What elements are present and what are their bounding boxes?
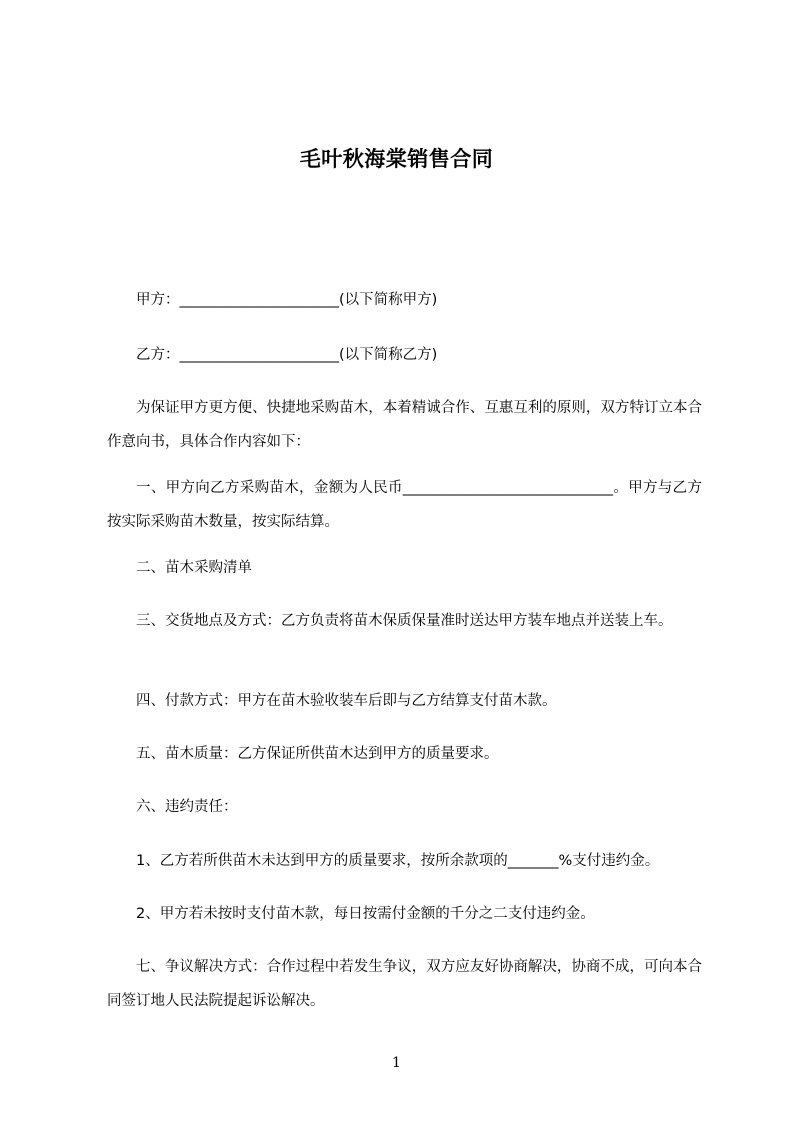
clause-5-line: 五、苗木质量：乙方保证所供苗木达到甲方的质量要求。 — [136, 746, 499, 762]
clause-7-paragraph: 七、争议解决方式：合作过程中若发生争议，双方应友好协商解决，协商不成，可向本合同签订地人民法院提起诉讼解决。 — [107, 959, 702, 1009]
clause-6-item-1: 1、乙方若所供苗木未达到甲方的质量要求，按所余款项的_______%支付违约金。 — [136, 853, 660, 869]
intro-paragraph: 为保证甲方更方便、快捷地采购苗木，本着精诚合作、互惠互利的原则，双方特订立本合作意向书，具体合作内容如下： — [107, 400, 702, 450]
party-a-line: 甲方：______________________(以下简称甲方) — [136, 292, 438, 308]
clause-6-item-2: 2、甲方若未按时支付苗木款，每日按需付金额的千分之二支付违约金。 — [136, 906, 595, 922]
clause-6-line: 六、违约责任： — [136, 799, 238, 815]
page-number: 1 — [392, 1055, 401, 1071]
clause-3-paragraph: 三、交货地点及方式：乙方负责将苗木保质保量准时送达甲方装车地点并送装上车。 — [136, 613, 673, 629]
clause-4-line: 四、付款方式：甲方在苗木验收装车后即与乙方结算支付苗木款。 — [136, 693, 557, 709]
clause-2-line: 二、苗木采购清单 — [136, 560, 252, 576]
document-title: 毛叶秋海棠销售合同 — [299, 147, 494, 171]
party-b-line: 乙方：______________________(以下简称乙方) — [136, 347, 438, 363]
clause-1-paragraph: 一、甲方向乙方采购苗木，金额为人民币_____________________________。甲方与乙方按实际采购苗木数量，按实际结算。 — [107, 480, 702, 530]
